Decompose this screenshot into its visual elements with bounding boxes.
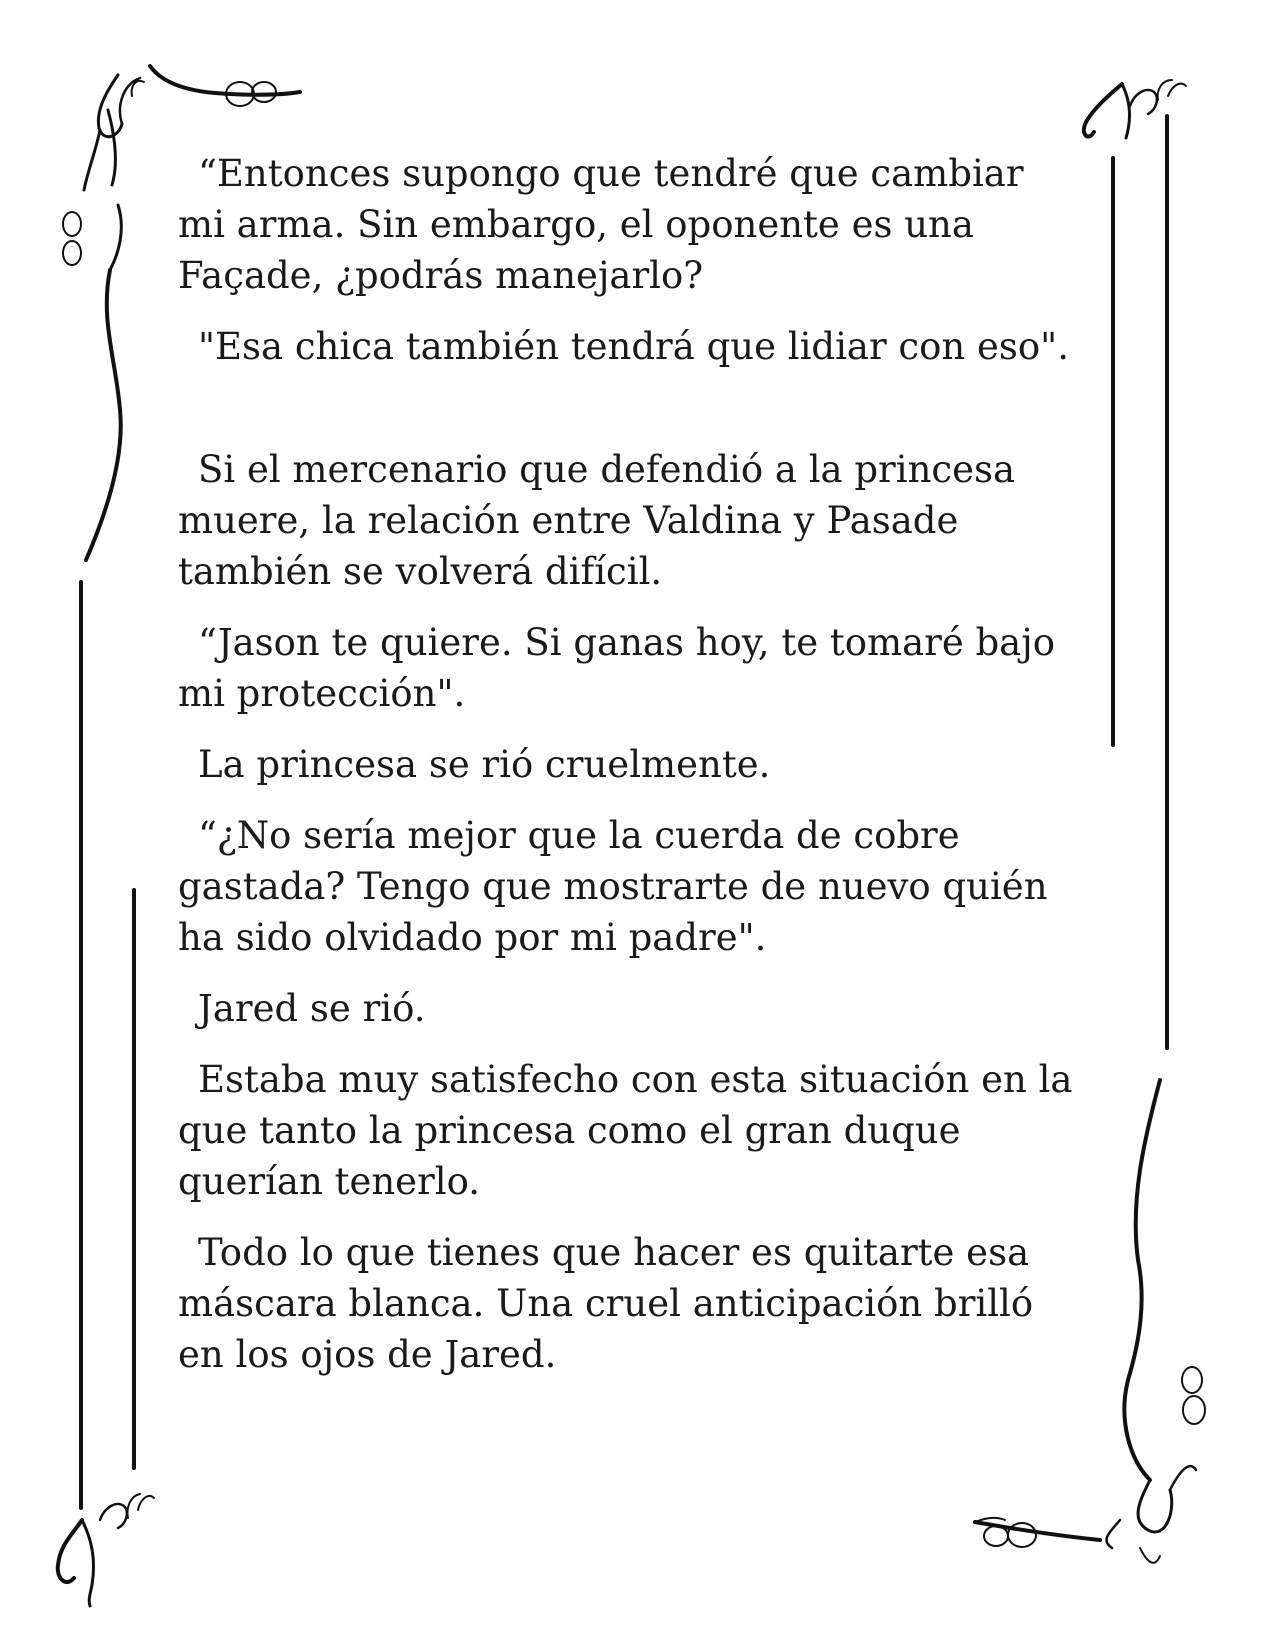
body-text (178, 148, 1098, 1400)
paragraph-5: La princesa se rió cruelmente. (198, 743, 771, 786)
paragraph-9: Todo lo que tienes que hacer es quitarte esa máscara blanca. Una cruel anticipación brilló en los ojos de Jared. (178, 1231, 1034, 1376)
paragraph-2: "Esa chica también tendrá que lidiar con eso". (198, 325, 1069, 368)
paragraph-6: “¿No sería mejor que la cuerda de cobre gastada? Tengo que mostrarte de nuevo quién ha sido olvidado por mi padre". (178, 814, 1048, 959)
paragraph-1: “Entonces supongo que tendré que cambiar mi arma. Sin embargo, el oponente es una Façade, ¿podrás manejarlo? (178, 152, 1024, 297)
paragraph-4: “Jason te quiere. Si ganas hoy, te tomaré bajo mi protección". (178, 621, 1055, 715)
flourish-top-right-icon (1084, 80, 1186, 138)
paragraph-8: Estaba muy satisfecho con esta situación en la que tanto la princesa como el gran duque querían tenerlo. (178, 1058, 1073, 1203)
paragraph-3: Si el mercenario que defendió a la princesa muere, la relación entre Valdina y Pasade también se volverá difícil. (178, 448, 1016, 593)
paragraph-7: Jared se rió. (198, 987, 426, 1030)
flourish-bottom-left-icon (58, 1494, 154, 1606)
